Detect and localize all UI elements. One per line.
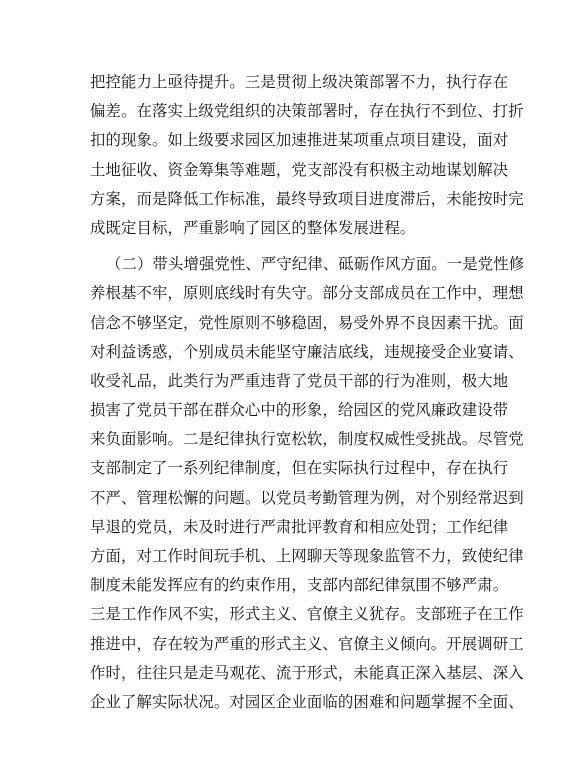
paragraph-line: 作时，往往只是走马观花、流于形式，未能真正深入基层、深入 [90,663,524,682]
paragraph-line: 三是工作作风不实，形式主义、官僚主义犹存。支部班子在工作 [90,605,524,624]
paragraph-line: 对利益诱惑，个别成员未能坚守廉洁底线，违规接受企业宴请、 [90,342,524,361]
paragraph-line: 把控能力上亟待提升。三是贯彻上级决策部署不力，执行存在 [90,73,509,91]
paragraph-line: 土地征收、资金筹集等难题，党支部没有积极主动地谋划解决 [90,160,509,179]
paragraph-line: 方案，而是降低工作标准，最终导致项目进度滞后，未能按时完 [90,189,524,208]
paragraph-line: 制度未能发挥应有的约束作用，支部内部纪律氛围不够严肃。 [90,576,509,595]
paragraph-line: 成既定目标，严重影响了园区的整体发展进程。 [90,218,416,237]
paragraph-1 [90,68,524,243]
paragraph-line: 早退的党员，未及时进行严肃批评教育和相应处罚；工作纪律 [90,517,509,536]
paragraph-line: 来负面影响。二是纪律执行宽松软，制度权威性受挑战。尽管党 [90,430,524,449]
paragraph-spacer [90,243,510,250]
document-body [90,68,525,717]
paragraph-line: 不严、管理松懈的问题。以党员考勤管理为例，对个别经常迟到 [90,488,524,507]
paragraph-line: 损害了党员干部在群众心中的形象，给园区的党风廉政建设带 [90,401,509,420]
paragraph-line-heading: （二）带头增强党性、严守纪律、砥砺作风方面。一是党性修 [106,255,525,274]
paragraph-line: 偏差。在落实上级党组织的决策部署时，存在执行不到位、打折 [90,102,524,121]
paragraph-line: 企业了解实际状况。对园区企业面临的困难和问题掌握不全面、 [90,692,524,711]
paragraph-line: 养根基不牢，原则底线时有失守。部分支部成员在工作中，理想 [90,284,524,303]
paragraph-line: 信念不够坚定，党性原则不够稳固，易受外界不良因素干扰。面 [90,313,524,332]
paragraph-line: 方面，对工作时间玩手机、上网聊天等现象监管不力，致使纪律 [90,547,524,565]
paragraph-line: 收受礼品，此类行为严重违背了党员干部的行为准则，极大地 [90,371,509,390]
paragraph-line: 扣的现象。如上级要求园区加速推进某项重点项目建设，面对 [90,131,509,150]
paragraph-line: 推进中，存在较为严重的形式主义、官僚主义倾向。开展调研工 [90,634,524,653]
paragraph-2 [90,250,525,717]
paragraph-line: 支部制定了一系列纪律制度，但在实际执行过程中，存在执行 [90,459,509,478]
